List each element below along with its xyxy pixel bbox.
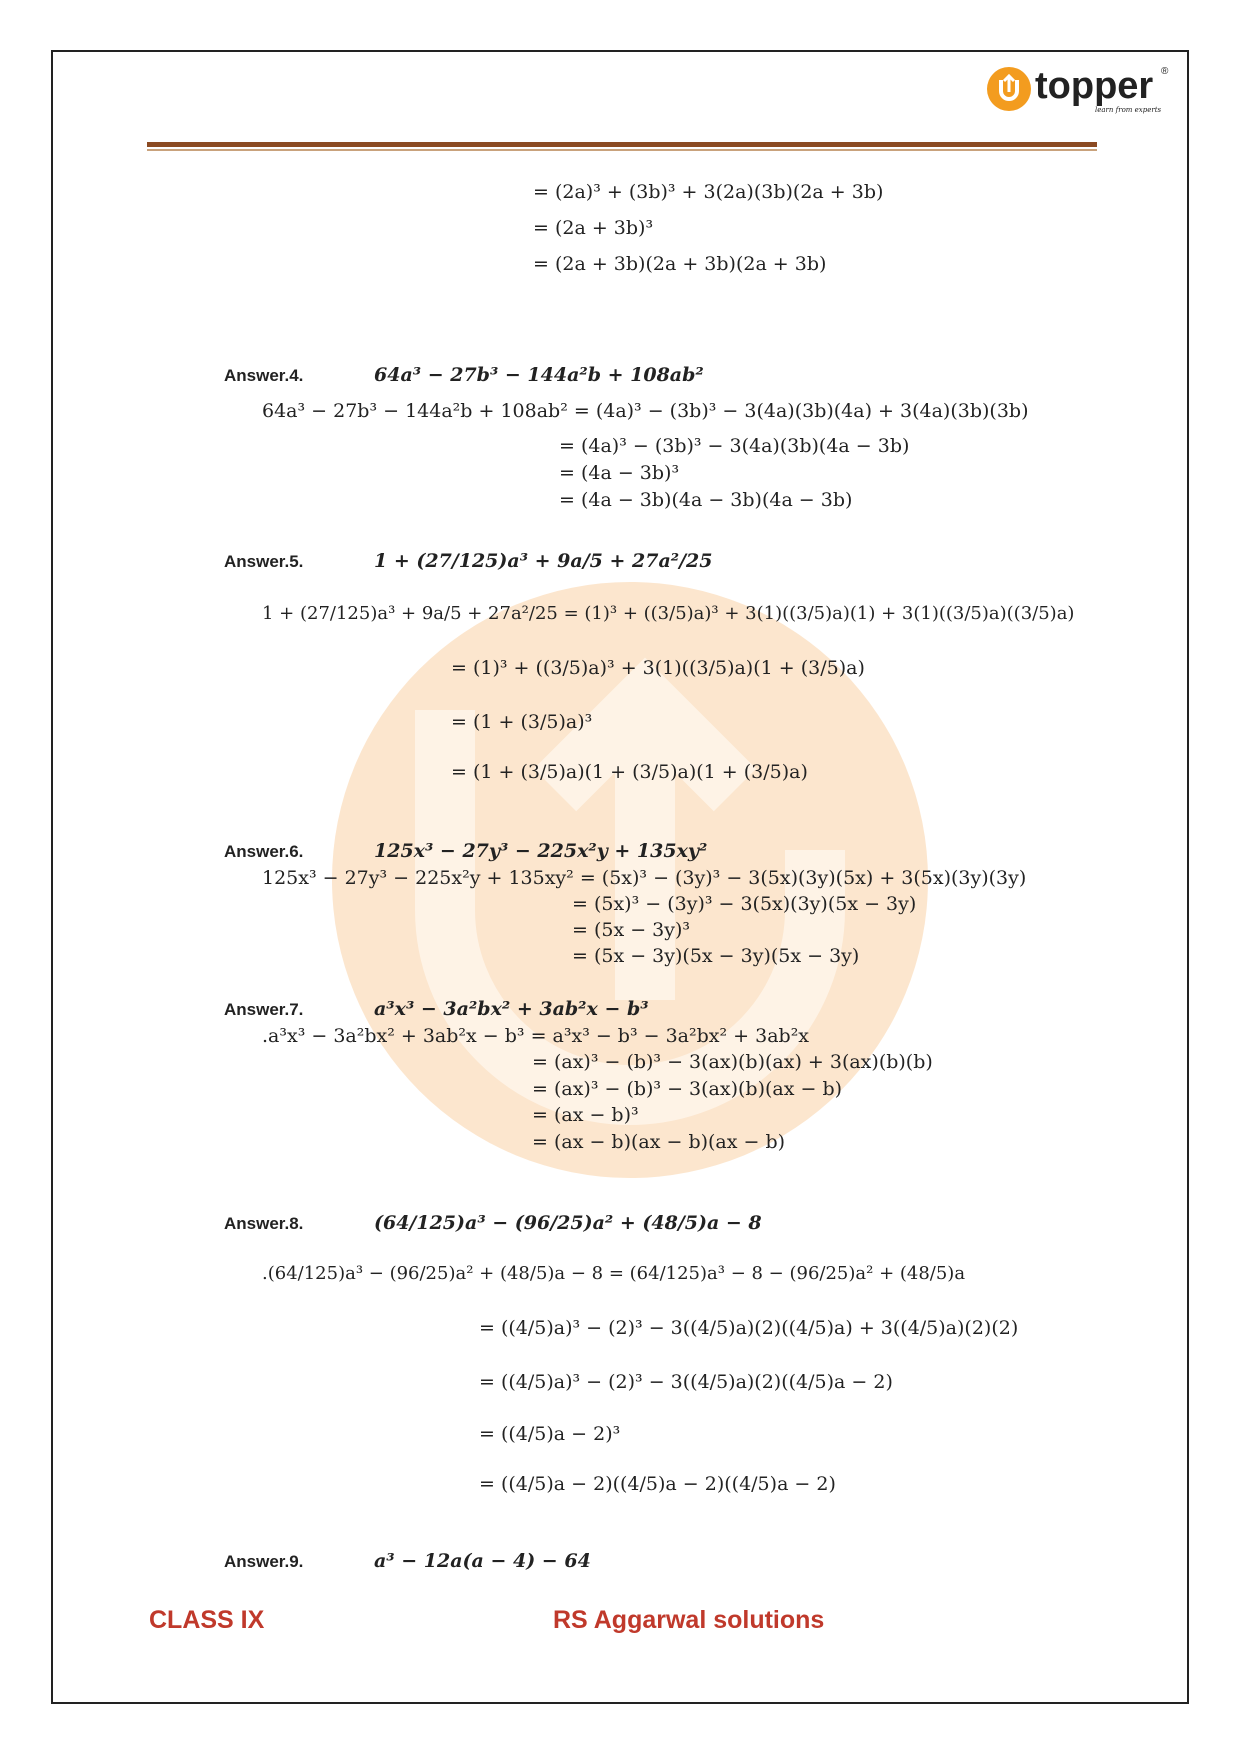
- solution-step: = (5x − 3y)³: [572, 919, 691, 941]
- answer-label: Answer.6.: [224, 842, 304, 861]
- answer-label: Answer.4.: [224, 366, 304, 385]
- logo-wordmark: topper: [1035, 65, 1154, 107]
- question-expression: 1 + (27/125)a³ + 9a/5 + 27a²/25: [374, 550, 713, 572]
- footer-book-title: RS Aggarwal solutions: [553, 1606, 825, 1634]
- top-step-1: = (2a)³ + (3b)³ + 3(2a)(3b)(2a + 3b): [533, 181, 884, 203]
- top-step-2: = (2a + 3b)³: [533, 217, 654, 239]
- solution-step: = (ax − b)³: [532, 1104, 639, 1126]
- solution-line: .a³x³ − 3a²bx² + 3ab²x − b³ = a³x³ − b³ − 3a²bx² + 3ab²x: [262, 1025, 810, 1047]
- header-rule-thin: [147, 149, 1097, 151]
- solution-step: = (ax)³ − (b)³ − 3(ax)(b)(ax − b): [532, 1078, 843, 1100]
- solution-step: = (ax − b)(ax − b)(ax − b): [532, 1131, 786, 1153]
- topper-logo: [985, 62, 1175, 116]
- logo-tagline: learn from experts: [1095, 106, 1162, 114]
- registered-mark: ®: [1161, 66, 1169, 77]
- solution-line: 125x³ − 27y³ − 225x²y + 135xy² = (5x)³ − (3y)³ − 3(5x)(3y)(5x) + 3(5x)(3y)(3y): [262, 867, 1027, 889]
- solution-step: = (4a − 3b)(4a − 3b)(4a − 3b): [559, 489, 853, 511]
- answer-label: Answer.9.: [224, 1552, 304, 1571]
- top-step-3: = (2a + 3b)(2a + 3b)(2a + 3b): [533, 253, 827, 275]
- solution-step: = ((4/5)a − 2)((4/5)a − 2)((4/5)a − 2): [479, 1473, 836, 1495]
- solution-step: = (1)³ + ((3/5)a)³ + 3(1)((3/5)a)(1 + (3/5)a): [451, 657, 865, 679]
- solution-step: = (5x − 3y)(5x − 3y)(5x − 3y): [572, 945, 860, 967]
- question-expression: (64/125)a³ − (96/25)a² + (48/5)a − 8: [374, 1212, 762, 1234]
- question-expression: a³x³ − 3a²bx² + 3ab²x − b³: [374, 998, 649, 1020]
- solution-line: .(64/125)a³ − (96/25)a² + (48/5)a − 8 = (64/125)a³ − 8 − (96/25)a² + (48/5)a: [262, 1263, 966, 1284]
- question-expression: a³ − 12a(a − 4) − 64: [374, 1550, 591, 1572]
- answer-label: Answer.5.: [224, 552, 304, 571]
- solution-step: = (ax)³ − (b)³ − 3(ax)(b)(ax) + 3(ax)(b)(b): [532, 1051, 933, 1073]
- solution-step: = (1 + (3/5)a)³: [451, 711, 593, 733]
- solution-step: = (4a − 3b)³: [559, 462, 680, 484]
- question-expression: 64a³ − 27b³ − 144a²b + 108ab²: [374, 364, 704, 386]
- solution-step: = ((4/5)a)³ − (2)³ − 3((4/5)a)(2)((4/5)a) + 3((4/5)a)(2)(2): [479, 1317, 1019, 1339]
- solution-line: 64a³ − 27b³ − 144a²b + 108ab² = (4a)³ − (3b)³ − 3(4a)(3b)(4a) + 3(4a)(3b)(3b): [262, 400, 1029, 422]
- solution-step: = ((4/5)a − 2)³: [479, 1423, 621, 1445]
- solution-line: 1 + (27/125)a³ + 9a/5 + 27a²/25 = (1)³ + ((3/5)a)³ + 3(1)((3/5)a)(1) + 3(1)((3/5)a)((3/5)a): [262, 603, 1075, 624]
- question-expression: 125x³ − 27y³ − 225x²y + 135xy²: [374, 840, 708, 862]
- footer-class: CLASS IX: [149, 1606, 265, 1634]
- solution-step: = ((4/5)a)³ − (2)³ − 3((4/5)a)(2)((4/5)a − 2): [479, 1371, 893, 1393]
- solution-step: = (4a)³ − (3b)³ − 3(4a)(3b)(4a − 3b): [559, 435, 910, 457]
- answer-label: Answer.7.: [224, 1000, 304, 1019]
- header-rule: [147, 142, 1097, 147]
- solution-step: = (1 + (3/5)a)(1 + (3/5)a)(1 + (3/5)a): [451, 761, 808, 783]
- solution-step: = (5x)³ − (3y)³ − 3(5x)(3y)(5x − 3y): [572, 893, 917, 915]
- answer-label: Answer.8.: [224, 1214, 304, 1233]
